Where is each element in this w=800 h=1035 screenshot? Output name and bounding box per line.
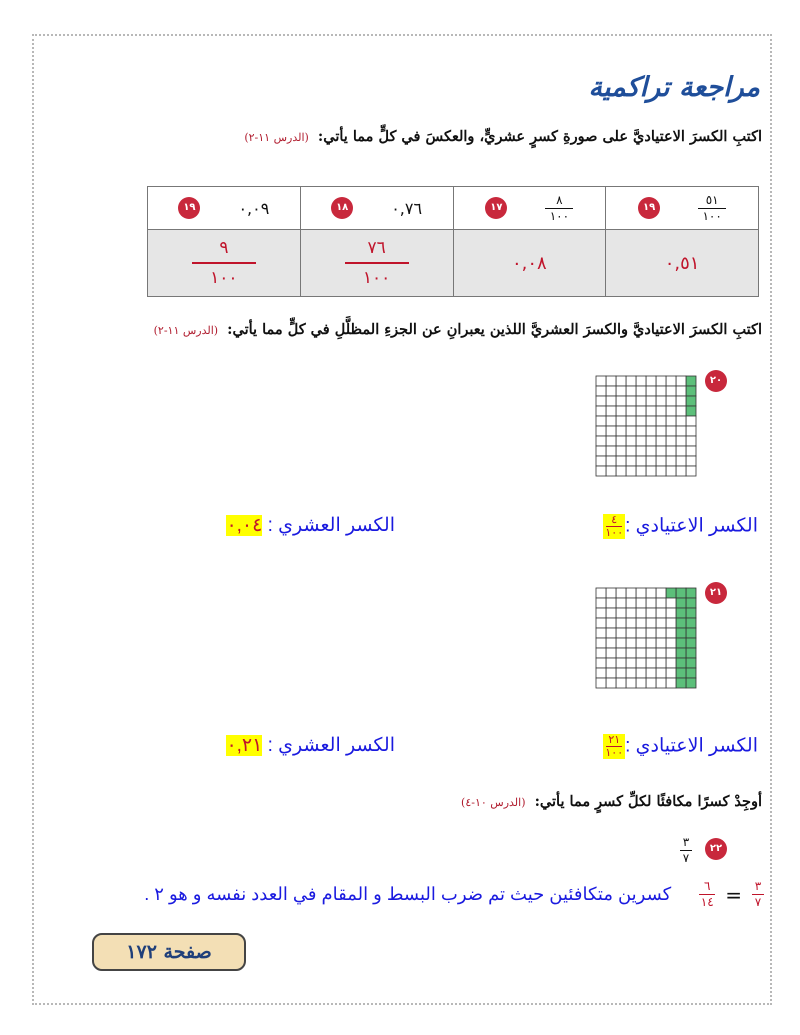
grid-cell bbox=[646, 456, 656, 466]
grid-cell bbox=[636, 416, 646, 426]
grid-cell bbox=[606, 638, 616, 648]
grid-cell bbox=[626, 426, 636, 436]
grid-cell bbox=[636, 668, 646, 678]
grid-cell bbox=[626, 628, 636, 638]
hundred-grid-q21 bbox=[594, 586, 698, 690]
table-cell bbox=[300, 187, 453, 230]
grid-cell bbox=[616, 678, 626, 688]
grid-cell bbox=[646, 416, 656, 426]
grid-cell bbox=[636, 618, 646, 628]
grid-cell bbox=[676, 426, 686, 436]
lesson-ref: (الدرس ١٠-٤) bbox=[461, 796, 526, 809]
grid-cell bbox=[636, 678, 646, 688]
shaded-cell bbox=[676, 618, 686, 628]
grid-cell bbox=[606, 588, 616, 598]
grid-cell bbox=[626, 668, 636, 678]
section3-instruction: أوجِدْ كسرًا مكافئًا لكلِّ كسرٍ مما يأتي: (الدرس ١٠-٤) bbox=[461, 793, 762, 810]
highlighted-decimal: ٠,٠٤ bbox=[226, 515, 263, 536]
shaded-cell bbox=[686, 588, 696, 598]
grid-cell bbox=[596, 446, 606, 456]
grid-cell bbox=[656, 376, 666, 386]
grid-cell bbox=[646, 406, 656, 416]
grid-cell bbox=[646, 658, 656, 668]
grid-cell bbox=[666, 376, 676, 386]
grid-cell bbox=[666, 446, 676, 456]
grid-cell bbox=[666, 598, 676, 608]
grid-cell bbox=[616, 668, 626, 678]
grid-cell bbox=[646, 396, 656, 406]
decimal-value: ٠,٧٦ bbox=[391, 198, 423, 218]
grid-cell bbox=[626, 638, 636, 648]
grid-cell bbox=[656, 406, 666, 416]
grid-cell bbox=[606, 618, 616, 628]
highlighted-fraction: ٢١ ١٠٠ bbox=[605, 734, 624, 759]
grid-cell bbox=[596, 658, 606, 668]
grid-cell bbox=[686, 456, 696, 466]
q22-answer bbox=[144, 880, 764, 909]
grid-cell bbox=[616, 396, 626, 406]
grid-cell bbox=[656, 648, 666, 658]
grid-cell bbox=[596, 466, 606, 476]
grid-cell bbox=[606, 416, 616, 426]
grid-cell bbox=[596, 406, 606, 416]
grid-cell bbox=[646, 668, 656, 678]
grid-cell bbox=[626, 608, 636, 618]
shaded-cell bbox=[676, 608, 686, 618]
grid-cell bbox=[616, 618, 626, 628]
grid-cell bbox=[606, 426, 616, 436]
question-badge: ١٨ bbox=[331, 197, 353, 219]
grid-cell bbox=[596, 416, 606, 426]
question-badge: ٢١ bbox=[705, 582, 727, 604]
answer-cell bbox=[300, 230, 453, 297]
grid-cell bbox=[656, 416, 666, 426]
grid-cell bbox=[596, 396, 606, 406]
grid-cell bbox=[636, 386, 646, 396]
grid-cell bbox=[616, 426, 626, 436]
grid-cell bbox=[646, 628, 656, 638]
question-badge: ١٩ bbox=[178, 197, 200, 219]
shaded-cell bbox=[686, 678, 696, 688]
decimal-value: ٠,٠٩ bbox=[238, 198, 270, 218]
grid-cell bbox=[646, 678, 656, 688]
grid-cell bbox=[616, 376, 626, 386]
grid-cell bbox=[676, 456, 686, 466]
shaded-cell bbox=[686, 618, 696, 628]
shaded-cell bbox=[666, 588, 676, 598]
shaded-cell bbox=[676, 638, 686, 648]
answer-cell: ٠,٠٨ bbox=[453, 230, 606, 297]
grid-cell bbox=[676, 396, 686, 406]
question-badge: ٢٠ bbox=[705, 370, 727, 392]
shaded-cell bbox=[686, 406, 696, 416]
shaded-cell bbox=[676, 668, 686, 678]
grid-cell bbox=[666, 406, 676, 416]
grid-cell bbox=[606, 658, 616, 668]
grid-cell bbox=[626, 648, 636, 658]
grid-cell bbox=[666, 628, 676, 638]
grid-cell bbox=[656, 446, 666, 456]
grid-cell bbox=[646, 436, 656, 446]
grid-cell bbox=[646, 466, 656, 476]
question-badge: ٢٢ bbox=[705, 838, 727, 860]
grid-cell bbox=[656, 668, 666, 678]
grid-cell bbox=[686, 426, 696, 436]
highlighted-decimal: ٠,٢١ bbox=[226, 735, 263, 756]
shaded-cell bbox=[686, 608, 696, 618]
grid-cell bbox=[616, 598, 626, 608]
grid-cell bbox=[686, 446, 696, 456]
grid-cell bbox=[616, 638, 626, 648]
grid-cell bbox=[606, 456, 616, 466]
grid-cell bbox=[686, 436, 696, 446]
grid-cell bbox=[616, 406, 626, 416]
grid-cell bbox=[676, 386, 686, 396]
q20-common-fraction: الكسر الاعتيادي : ٤ ١٠٠ bbox=[605, 514, 758, 539]
grid-cell bbox=[626, 376, 636, 386]
shaded-cell bbox=[676, 588, 686, 598]
grid-cell bbox=[596, 678, 606, 688]
grid-cell bbox=[626, 466, 636, 476]
grid-cell bbox=[616, 628, 626, 638]
shaded-cell bbox=[686, 658, 696, 668]
grid-cell bbox=[616, 416, 626, 426]
grid-cell bbox=[626, 396, 636, 406]
grid-cell bbox=[616, 608, 626, 618]
grid-cell bbox=[606, 386, 616, 396]
grid-cell bbox=[596, 638, 606, 648]
shaded-cell bbox=[686, 386, 696, 396]
section2-instruction: اكتبِ الكسرَ الاعتياديَّ والكسرَ العشريَّ اللذين يعبرانِ عن الجزءِ المظلَّلِ في كلٍّ مما يأتي: (الدرس ١١-٢) bbox=[153, 321, 762, 338]
grid-cell bbox=[656, 618, 666, 628]
q22-explanation: كسرين متكافئين حيث تم ضرب البسط و المقام في العدد نفسه و هو ٢ . bbox=[144, 884, 672, 904]
grid-cell bbox=[606, 466, 616, 476]
shaded-cell bbox=[686, 638, 696, 648]
shaded-cell bbox=[686, 598, 696, 608]
q21-common-fraction: الكسر الاعتيادي : ٢١ ١٠٠ bbox=[605, 734, 758, 759]
grid-cell bbox=[646, 598, 656, 608]
grid-cell bbox=[636, 658, 646, 668]
grid-cell bbox=[616, 436, 626, 446]
grid-cell bbox=[616, 658, 626, 668]
grid-cell bbox=[666, 416, 676, 426]
grid-cell bbox=[636, 436, 646, 446]
grid-cell bbox=[606, 446, 616, 456]
grid-cell bbox=[646, 446, 656, 456]
section1-instruction: اكتبِ الكسرَ الاعتياديَّ على صورةِ كسرٍ عشريٍّ، والعكسَ في كلٍّ مما يأتي: (الدرس ١١-٢) bbox=[244, 128, 762, 145]
grid-cell bbox=[616, 446, 626, 456]
grid-cell bbox=[596, 456, 606, 466]
grid-cell bbox=[596, 648, 606, 658]
grid-cell bbox=[626, 456, 636, 466]
grid-cell bbox=[676, 446, 686, 456]
grid-cell bbox=[646, 618, 656, 628]
grid-cell bbox=[676, 466, 686, 476]
page-title: مراجعة تراكمية bbox=[588, 72, 760, 103]
fraction: $\frac{٥١}{١٠٠}$ bbox=[698, 194, 726, 223]
grid-cell bbox=[666, 618, 676, 628]
grid-cell bbox=[606, 436, 616, 446]
grid-cell bbox=[676, 416, 686, 426]
grid-cell bbox=[656, 456, 666, 466]
shaded-cell bbox=[686, 396, 696, 406]
lesson-ref: (الدرس ١١-٢) bbox=[153, 324, 219, 337]
grid-cell bbox=[606, 628, 616, 638]
grid-cell bbox=[656, 678, 666, 688]
grid-cell bbox=[636, 446, 646, 456]
shaded-cell bbox=[676, 628, 686, 638]
q20-decimal: الكسر العشري : ٠,٠٤ bbox=[226, 515, 395, 536]
table-cell bbox=[606, 187, 759, 230]
grid-cell bbox=[676, 406, 686, 416]
grid-cell bbox=[656, 608, 666, 618]
grid-cell bbox=[636, 648, 646, 658]
grid-cell bbox=[606, 608, 616, 618]
grid-cell bbox=[636, 638, 646, 648]
grid-cell bbox=[656, 598, 666, 608]
grid-cell bbox=[666, 658, 676, 668]
grid-cell bbox=[646, 426, 656, 436]
grid-cell bbox=[646, 638, 656, 648]
grid-cell bbox=[656, 658, 666, 668]
grid-cell bbox=[636, 608, 646, 618]
equivalent-left: $\frac{٣}{٧}$ bbox=[752, 880, 764, 909]
grid-cell bbox=[666, 426, 676, 436]
question-badge: ١٧ bbox=[485, 197, 507, 219]
grid-cell bbox=[626, 678, 636, 688]
grid-cell bbox=[686, 466, 696, 476]
grid-cell bbox=[596, 426, 606, 436]
grid-cell bbox=[626, 618, 636, 628]
grid-cell bbox=[596, 436, 606, 446]
grid-cell bbox=[636, 628, 646, 638]
answer-cell bbox=[148, 230, 301, 297]
grid-cell bbox=[626, 386, 636, 396]
grid-cell bbox=[666, 678, 676, 688]
grid-cell bbox=[636, 406, 646, 416]
grid-cell bbox=[636, 376, 646, 386]
grid-cell bbox=[676, 436, 686, 446]
grid-cell bbox=[646, 588, 656, 598]
shaded-cell bbox=[676, 648, 686, 658]
lesson-ref: (الدرس ١١-٢) bbox=[244, 131, 309, 144]
grid-cell bbox=[646, 608, 656, 618]
grid-cell bbox=[596, 618, 606, 628]
grid-cell bbox=[626, 588, 636, 598]
grid-cell bbox=[616, 588, 626, 598]
grid-cell bbox=[636, 598, 646, 608]
grid-cell bbox=[636, 456, 646, 466]
grid-cell bbox=[646, 386, 656, 396]
grid-cell bbox=[656, 588, 666, 598]
grid-cell bbox=[596, 588, 606, 598]
grid-cell bbox=[596, 608, 606, 618]
grid-cell bbox=[636, 426, 646, 436]
grid-cell bbox=[636, 466, 646, 476]
grid-cell bbox=[626, 658, 636, 668]
grid-cell bbox=[656, 396, 666, 406]
fraction: $\frac{٨}{١٠٠}$ bbox=[545, 194, 573, 223]
grid-cell bbox=[616, 648, 626, 658]
q21-decimal: الكسر العشري : ٠,٢١ bbox=[226, 735, 395, 756]
shaded-cell bbox=[676, 598, 686, 608]
grid-cell bbox=[626, 406, 636, 416]
page-number: صفحة ١٧٢ bbox=[92, 933, 246, 971]
grid-cell bbox=[606, 668, 616, 678]
shaded-cell bbox=[686, 628, 696, 638]
grid-cell bbox=[626, 436, 636, 446]
grid-cell bbox=[666, 638, 676, 648]
grid-cell bbox=[596, 628, 606, 638]
equals-sign: = bbox=[725, 882, 742, 907]
q22-fraction: ٣ ٧ bbox=[680, 836, 692, 865]
answer-cell: ٠,٥١ bbox=[606, 230, 759, 297]
grid-cell bbox=[666, 436, 676, 446]
question-badge: ١٩ bbox=[638, 197, 660, 219]
shaded-cell bbox=[686, 668, 696, 678]
grid-cell bbox=[646, 648, 656, 658]
table-cell bbox=[453, 187, 606, 230]
grid-cell bbox=[626, 446, 636, 456]
answer-fraction: ٩ ١٠٠ bbox=[192, 238, 256, 288]
grid-cell bbox=[666, 386, 676, 396]
grid-cell bbox=[676, 376, 686, 386]
shaded-cell bbox=[676, 678, 686, 688]
grid-cell bbox=[616, 456, 626, 466]
grid-cell bbox=[656, 386, 666, 396]
grid-cell bbox=[656, 628, 666, 638]
grid-cell bbox=[606, 678, 616, 688]
grid-cell bbox=[606, 376, 616, 386]
equivalent-right: $\frac{٦}{١٤}$ bbox=[700, 879, 714, 909]
grid-cell bbox=[606, 396, 616, 406]
grid-cell bbox=[666, 668, 676, 678]
grid-cell bbox=[606, 648, 616, 658]
grid-cell bbox=[596, 386, 606, 396]
grid-cell bbox=[616, 386, 626, 396]
grid-cell bbox=[666, 396, 676, 406]
grid-cell bbox=[686, 416, 696, 426]
grid-cell bbox=[656, 426, 666, 436]
highlighted-fraction: ٤ ١٠٠ bbox=[605, 514, 624, 539]
grid-cell bbox=[636, 588, 646, 598]
grid-cell bbox=[596, 668, 606, 678]
grid-cell bbox=[636, 396, 646, 406]
grid-cell bbox=[666, 466, 676, 476]
grid-cell bbox=[666, 608, 676, 618]
grid-cell bbox=[626, 598, 636, 608]
exercise-table bbox=[147, 186, 759, 297]
grid-cell bbox=[606, 598, 616, 608]
grid-cell bbox=[656, 466, 666, 476]
grid-cell bbox=[626, 416, 636, 426]
answer-fraction: ٧٦ ١٠٠ bbox=[345, 238, 409, 288]
table-cell bbox=[148, 187, 301, 230]
grid-cell bbox=[666, 648, 676, 658]
shaded-cell bbox=[686, 648, 696, 658]
hundred-grid-q20 bbox=[594, 374, 698, 478]
grid-cell bbox=[646, 376, 656, 386]
grid-cell bbox=[596, 376, 606, 386]
shaded-cell bbox=[676, 658, 686, 668]
grid-cell bbox=[596, 598, 606, 608]
grid-cell bbox=[656, 436, 666, 446]
grid-cell bbox=[606, 406, 616, 416]
grid-cell bbox=[656, 638, 666, 648]
grid-cell bbox=[616, 466, 626, 476]
shaded-cell bbox=[686, 376, 696, 386]
grid-cell bbox=[666, 456, 676, 466]
